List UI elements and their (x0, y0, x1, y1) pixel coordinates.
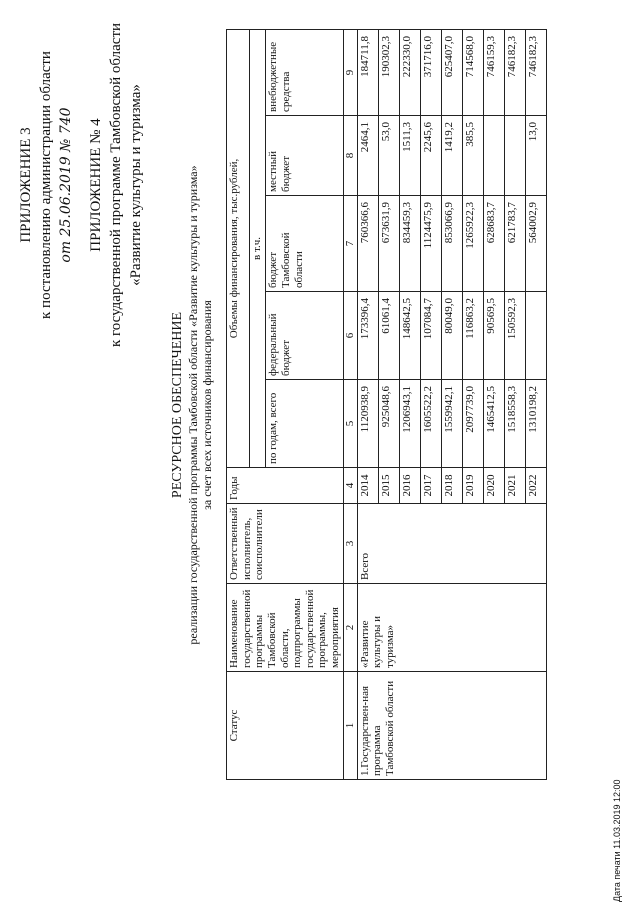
federal-cell: 173396,4 (357, 292, 378, 380)
local-cell (483, 116, 504, 196)
year-cell: 2015 (378, 468, 399, 504)
total-cell: 1206943,1 (399, 380, 420, 468)
regional-cell: 621783,7 (504, 196, 525, 292)
total-cell: 1120938,9 (357, 380, 378, 468)
regional-cell: 1265922,3 (462, 196, 483, 292)
regional-cell: 628683,7 (483, 196, 504, 292)
col-num: 2 (343, 584, 357, 672)
extra-cell: 746182,3 (504, 29, 525, 115)
col-num: 9 (343, 29, 357, 115)
local-cell: 13,0 (525, 116, 546, 196)
local-cell: 2464,1 (357, 116, 378, 196)
header-exec: Ответственный исполнитель, соисполнители (227, 504, 344, 584)
regional-cell: 673631,9 (378, 196, 399, 292)
year-cell: 2019 (462, 468, 483, 504)
federal-cell (525, 292, 546, 380)
row-exec: Всего (357, 504, 546, 584)
local-cell (504, 116, 525, 196)
header-regional: бюджет Тамбовской области (266, 196, 343, 292)
extra-cell: 184711,8 (357, 29, 378, 115)
year-cell: 2014 (357, 468, 378, 504)
regional-cell: 853066,9 (441, 196, 462, 292)
total-cell: 1465412,5 (483, 380, 504, 468)
header-status: Статус (227, 672, 344, 780)
total-cell: 2097739,0 (462, 380, 483, 468)
year-cell: 2022 (525, 468, 546, 504)
local-cell: 53,0 (378, 116, 399, 196)
year-cell: 2018 (441, 468, 462, 504)
federal-cell: 61061,4 (378, 292, 399, 380)
extra-cell: 222330,0 (399, 29, 420, 115)
program-name: «Развитие культуры и туризма» (128, 84, 144, 286)
total-cell: 1518558,3 (504, 380, 525, 468)
year-cell: 2016 (399, 468, 420, 504)
total-cell: 925048,6 (378, 380, 399, 468)
extra-cell: 190302,3 (378, 29, 399, 115)
print-date: Дата печати 11.03.2019 12:00 (612, 779, 622, 902)
program-ref: к государственной программе Тамбовской области (108, 22, 124, 348)
extra-cell: 746182,3 (525, 29, 546, 115)
federal-cell: 116863,2 (462, 292, 483, 380)
number-row (343, 29, 357, 779)
year-cell: 2017 (420, 468, 441, 504)
header-extra: внебюджетные средства (266, 29, 343, 115)
header-federal: федеральный бюджет (266, 292, 343, 380)
federal-cell: 80049,0 (441, 292, 462, 380)
doc-subtitle: реализации государственной программы Тамбовской области «Развитие культуры и туризма» (186, 165, 200, 645)
appendix4-label: ПРИЛОЖЕНИЕ № 4 (88, 118, 104, 252)
year-cell: 2021 (504, 468, 525, 504)
total-cell: 1310198,2 (525, 380, 546, 468)
federal-cell: 90569,5 (483, 292, 504, 380)
extra-cell: 714568,0 (462, 29, 483, 115)
col-num: 8 (343, 116, 357, 196)
resource-table (226, 29, 547, 780)
header-years: Годы (227, 468, 344, 504)
extra-cell: 746159,3 (483, 29, 504, 115)
header-incl: в т.ч. (250, 29, 266, 467)
doc-title: РЕСУРСНОЕ ОБЕСПЕЧЕНИЕ (170, 311, 185, 499)
appendix3-label: ПРИЛОЖЕНИЕ 3 (18, 127, 34, 243)
federal-cell: 107084,7 (420, 292, 441, 380)
header-total: по годам, всего (266, 380, 343, 468)
local-cell: 1419,2 (441, 116, 462, 196)
regional-cell: 760366,6 (357, 196, 378, 292)
header-name: Наименование государственной программы Тамбовской области, подпрограммы государственной программы, мероприятия (227, 584, 344, 672)
year-cell: 2020 (483, 468, 504, 504)
handwritten-date: от 25.06.2019 № 740 (58, 107, 74, 263)
col-num: 3 (343, 504, 357, 584)
doc-subtitle-2: за счет всех источников финансирования (200, 300, 214, 510)
row-name: «Развитие культуры и туризма» (357, 584, 546, 672)
row-status: 1.Государствен-ная программа Тамбовской области (357, 672, 546, 780)
extra-cell: 625407,0 (441, 29, 462, 115)
col-num: 1 (343, 672, 357, 780)
local-cell: 385,5 (462, 116, 483, 196)
col-num: 6 (343, 292, 357, 380)
col-num: 4 (343, 468, 357, 504)
total-cell: 1605522,2 (420, 380, 441, 468)
local-cell: 1511,3 (399, 116, 420, 196)
federal-cell: 148642,5 (399, 292, 420, 380)
col-num: 7 (343, 196, 357, 292)
header-volume: Объемы финансирования, тыс.рублей, (227, 29, 250, 467)
header-local: местный бюджет (266, 116, 343, 196)
total-cell: 1559942,1 (441, 380, 462, 468)
federal-cell: 150592,3 (504, 292, 525, 380)
table-row (357, 29, 378, 779)
decree-label: к постановлению администрации области (38, 51, 54, 319)
extra-cell: 371716,0 (420, 29, 441, 115)
regional-cell: 564002,9 (525, 196, 546, 292)
col-num: 5 (343, 380, 357, 468)
local-cell: 2245,6 (420, 116, 441, 196)
regional-cell: 834459,3 (399, 196, 420, 292)
regional-cell: 1124475,9 (420, 196, 441, 292)
